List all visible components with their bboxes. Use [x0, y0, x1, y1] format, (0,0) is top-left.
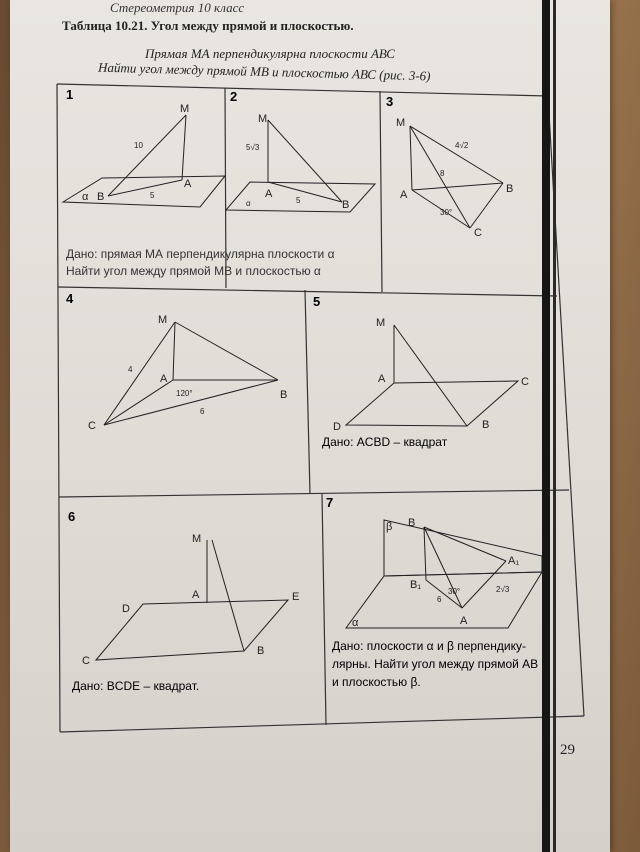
- fig7-label-aa1: 2√3: [496, 585, 510, 594]
- fig7-label-beta: β: [386, 521, 393, 533]
- fig7-label-b1: B₁: [410, 579, 422, 591]
- fig1-label-mb: 10: [134, 141, 143, 150]
- fig7-label-a: A: [460, 615, 468, 627]
- task-statement-1: Прямая МА перпендикулярна плоскости АВС: [145, 46, 395, 61]
- table-grid: [57, 84, 584, 732]
- fig7-label-alpha: α: [352, 617, 359, 629]
- fig3-label-mb: 4√2: [455, 141, 469, 150]
- figure-5: [346, 325, 518, 426]
- fig2-label-b: B: [342, 199, 350, 211]
- cell-number-1: 1: [66, 87, 74, 102]
- cell-number-2: 2: [230, 89, 238, 104]
- fig5-label-c: C: [521, 376, 529, 388]
- fig5-label-d: D: [333, 421, 341, 433]
- page-number: 29: [560, 742, 575, 758]
- fig2-label-ab: 5: [296, 196, 301, 205]
- fig4-label-a: A: [160, 373, 168, 385]
- fig6-label-b: B: [257, 645, 265, 657]
- binder-edge: [542, 0, 550, 852]
- fig1-label-ab: 5: [150, 191, 155, 200]
- fig3-label-ac: 8: [440, 169, 445, 178]
- fig3-label-c: C: [474, 227, 482, 239]
- cell6-given: Дано: BCDE – квадрат.: [72, 679, 200, 693]
- fig6-label-m: M: [192, 533, 202, 545]
- fig5-label-m: M: [376, 317, 386, 329]
- cell-number-4: 4: [66, 291, 74, 306]
- cell-number-3: 3: [386, 94, 394, 109]
- fig3-label-a: A: [400, 189, 408, 201]
- fig4-label-angle: 120°: [176, 389, 193, 398]
- fig3-label-b: B: [506, 183, 514, 195]
- fig7-label-angle: 30°: [448, 587, 461, 596]
- fig4-label-m: M: [158, 314, 168, 326]
- fig4-label-mc: 4: [128, 365, 133, 374]
- fig6-label-c: C: [82, 655, 90, 667]
- fig2-label-alpha: α: [246, 199, 251, 208]
- binder-edge-inner: [553, 0, 556, 852]
- cell-number-7: 7: [326, 495, 334, 510]
- fig6-label-e: E: [292, 591, 300, 603]
- cell7-given-line1: Дано: плоскости α и β перпендику-: [332, 639, 526, 653]
- fig5-label-a: A: [378, 373, 386, 385]
- fig4-label-c: C: [88, 420, 96, 432]
- fig3-label-angle: 30°: [440, 208, 453, 217]
- cell-number-6: 6: [68, 509, 76, 524]
- fig1-label-alpha: α: [82, 191, 89, 203]
- cell12-given-line1: Дано: прямая МА перпендикулярна плоскости α: [66, 247, 335, 261]
- fig4-label-b: B: [280, 389, 288, 401]
- cell-number-5: 5: [313, 294, 321, 309]
- fig2-label-m: M: [258, 113, 268, 125]
- fig5-label-b: B: [482, 419, 490, 431]
- table-title: Таблица 10.21. Угол между прямой и плоскостью.: [62, 18, 354, 33]
- fig7-label-a1: A₁: [508, 555, 520, 567]
- task-statement-2: Найти угол между прямой МВ и плоскостью АВС (рис. 3-6): [97, 59, 431, 84]
- fig6-label-d: D: [122, 603, 130, 615]
- fig3-label-m: M: [396, 117, 406, 129]
- page-header: Стереометрия 10 класс: [110, 0, 245, 15]
- cell7-given-line2: лярны. Найти угол между прямой AB: [332, 657, 539, 671]
- fig6-label-a: A: [192, 589, 200, 601]
- cell12-given-line2: Найти угол между прямой MB и плоскостью α: [66, 264, 321, 278]
- fig1-label-b: B: [97, 191, 105, 203]
- figure-7: [346, 520, 542, 628]
- fig1-label-m: M: [180, 103, 190, 115]
- cell5-given: Дано: ACBD – квадрат: [322, 435, 448, 449]
- fig7-label-b: B: [408, 517, 416, 529]
- fig2-label-ma: 5√3: [246, 143, 260, 152]
- fig4-label-cb: 6: [200, 407, 205, 416]
- fig7-label-bb1: 6: [437, 595, 442, 604]
- fig1-label-a: A: [184, 178, 192, 190]
- cell7-given-line3: и плоскостью β.: [332, 675, 421, 689]
- fig2-label-a: A: [265, 188, 273, 200]
